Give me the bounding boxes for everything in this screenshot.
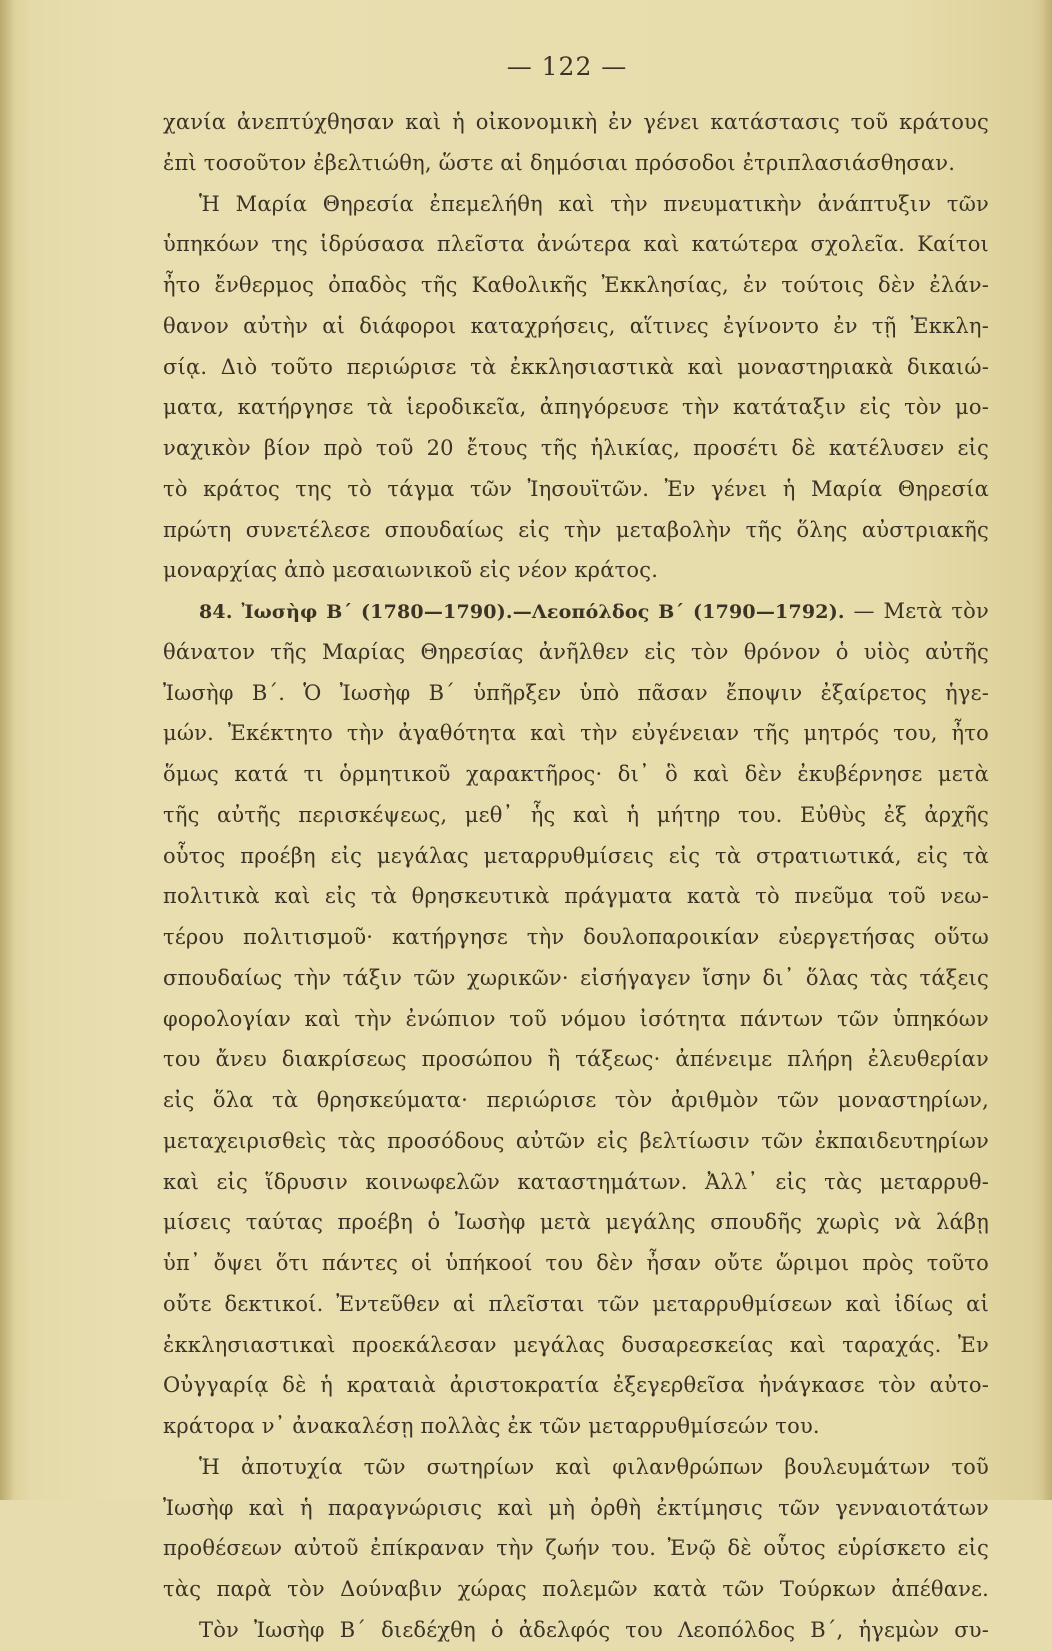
text-line: φορολογίαν καὶ τὴν ἐνώπιον τοῦ νόμου ἰσότητα πάντων τῶν ὑπηκόων [163,1006,989,1031]
text-line: ἦτο ἔνθερμος ὀπαδὸς τῆς Καθολικῆς Ἐκκλησίας, ἐν τούτοις δὲν ἐλάν- [163,273,989,297]
text-line: τὰς παρὰ τὸν Δούναβιν χώρας πολεμῶν κατὰ τῶν Τούρκων ἀπέθανε. [163,1577,989,1601]
text-line: οὗτος προέβη εἰς μεγάλας μεταρρυθμίσεις εἰς τὰ στρατιωτικά, εἰς τὰ [163,843,989,868]
text-line: Οὐγγαρίᾳ δὲ ἡ κραταιὰ ἀριστοκρατία ἐξεγερθεῖσα ἠνάγκασε τὸν αὐτο- [163,1373,989,1398]
text-line: ἐκκλησιαστικαὶ προεκάλεσαν μεγάλας δυσαρεσκείας καὶ ταραχάς. Ἐν [163,1332,989,1357]
text-line: Ἡ ἀποτυχία τῶν σωτηρίων καὶ φιλανθρώπων βουλευμάτων τοῦ [199,1454,989,1479]
text-line: εἰς ὅλα τὰ θρησκεύματα· περιώρισε τὸν ἀριθμὸν τῶν μοναστηρίων, [163,1088,989,1112]
text-line: θάνατον τῆς Μαρίας Θηρεσίας ἀνῆλθεν εἰς τὸν θρόνον ὁ υἱὸς αὐτῆς [163,639,989,664]
text-line: Ἰωσὴφ Β΄. Ὁ Ἰωσὴφ Β΄ ὑπῆρξεν ὑπὸ πᾶσαν ἔποψιν ἐξαίρετος ἡγε- [163,680,989,705]
text-line: κράτορα ν᾽ ἀνακαλέσῃ πολλὰς ἐκ τῶν μεταρρυθμίσεών του. [163,1414,820,1438]
text-line: τῆς αὐτῆς περισκέψεως, μεθ᾽ ἧς καὶ ἡ μήτηρ του. Εὐθὺς ἐξ ἀρχῆς [163,802,989,827]
text-line: μοναρχίας ἀπὸ μεσαιωνικοῦ εἰς νέον κράτος. [163,558,659,583]
text-line: του ἄνευ διακρίσεως προσώπου ἢ τάξεως· ἀπένειμε πλήρη ἐλευθερίαν [163,1047,989,1072]
text-line: καὶ εἰς ἵδρυσιν κοινωφελῶν καταστημάτων. Ἀλλ᾽ εἰς τὰς μεταρρυθ- [163,1169,989,1194]
body-text [163,102,989,1651]
text-line: προθέσεων αὐτοῦ ἐπίκραναν τὴν ζωήν του. Ἐνῷ δὲ οὗτος εὑρίσκετο εἰς [163,1536,989,1561]
text-line: μών. Ἐκέκτητο τὴν ἀγαθότητα καὶ τὴν εὐγένειαν τῆς μητρός του, ἦτο [163,721,989,746]
text-line: τὸ κράτος της τὸ τάγμα τῶν Ἰησουϊτῶν. Ἐν γένει ἡ Μαρία Θηρεσία [163,476,989,501]
text-line: πολιτικὰ καὶ εἰς τὰ θρησκευτικὰ πράγματα κατὰ τὸ πνεῦμα τοῦ νεω- [163,884,989,909]
text-line: σίᾳ. Διὸ τοῦτο περιώρισε τὰ ἐκκλησιαστικὰ καὶ μοναστηριακὰ δικαιώ- [163,354,989,379]
text-line: ματα, κατήργησε τὰ ἱεροδικεῖα, ἀπηγόρευσε τὴν κατάταξιν εἰς τὸν μο- [163,395,989,420]
section-heading-line [163,591,989,632]
text-line: μίσεις ταύτας προέβη ὁ Ἰωσὴφ μετὰ μεγάλης σπουδῆς χωρὶς νὰ λάβῃ [163,1210,989,1235]
text-line: θανον αὐτὴν αἱ διάφοροι καταχρήσεις, αἵτινες ἐγίνοντο ἐν τῇ Ἐκκλη- [163,313,989,338]
text-line: ὑπηκόων της ἱδρύσασα πλεῖστα ἀνώτερα καὶ κατώτερα σχολεῖα. Καίτοι [163,232,989,257]
text-line: ὑπ᾽ ὄψει ὅτι πάντες οἱ ὑπήκοοί του δὲν ἦσαν οὔτε ὥριμοι πρὸς τοῦτο [163,1251,989,1275]
page-number: — 122 — [506,52,628,81]
text-line: ἐπὶ τοσοῦτον ἐβελτιώθη, ὥστε αἱ δημόσιαι πρόσοδοι ἐτριπλασιάσθησαν. [163,150,956,175]
text-line: Ἡ Μαρία Θηρεσία ἐπεμελήθη καὶ τὴν πνευματικὴν ἀνάπτυξιν τῶν [199,191,989,216]
text-line: πρώτη συνετέλεσε σπουδαίως εἰς τὴν μεταβολὴν τῆς ὅλης αὐστριακῆς [163,517,989,542]
section-number: 84. [199,601,233,623]
text-line: ναχικὸν βίον πρὸ τοῦ 20 ἔτους τῆς ἡλικίας, προσέτι δὲ κατέλυσεν εἰς [163,436,989,460]
text-line: οὔτε δεκτικοί. Ἐντεῦθεν αἱ πλεῖσται τῶν μεταρρυθμίσεων καὶ ἰδίως αἱ [163,1291,989,1316]
text-line: χανία ἀνεπτύχθησαν καὶ ἡ οἰκονομικὴ ἐν γένει κατάστασις τοῦ κράτους [163,110,989,134]
text-line: Ἰωσὴφ καὶ ἡ παραγνώρισις καὶ μὴ ὀρθὴ ἐκτίμησις τῶν γενναιοτάτων [163,1495,989,1520]
section-lead: — Μετὰ τὸν [853,599,989,623]
section-heading: Ἰωσὴφ Β΄ (1780—1790).—Λεοπόλδος Β΄ (1790—1792). [241,601,845,623]
text-line: μεταχειρισθεὶς τὰς προσόδους αὐτῶν εἰς βελτίωσιν τῶν ἐκπαιδευτηρίων [163,1128,989,1153]
binding-shadow [0,0,14,1500]
page-edge [1042,0,1052,1500]
text-line: τέρου πολιτισμοῦ· κατήργησε τὴν δουλοπαροικίαν εὐεργετήσας οὕτω [163,925,989,949]
text-line: σπουδαίως τὴν τάξιν τῶν χωρικῶν· εἰσήγαγεν ἴσην δι᾽ ὅλας τὰς τάξεις [163,965,989,990]
text-line: ὅμως κατά τι ὁρμητικοῦ χαρακτῆρος· δι᾽ ὃ καὶ δὲν ἐκυβέρνησε μετὰ [163,762,989,786]
text-line: Τὸν Ἰωσὴφ Β΄ διεδέχθη ὁ ἀδελφός του Λεοπόλδος Β΄, ἡγεμὼν συ- [199,1617,989,1642]
